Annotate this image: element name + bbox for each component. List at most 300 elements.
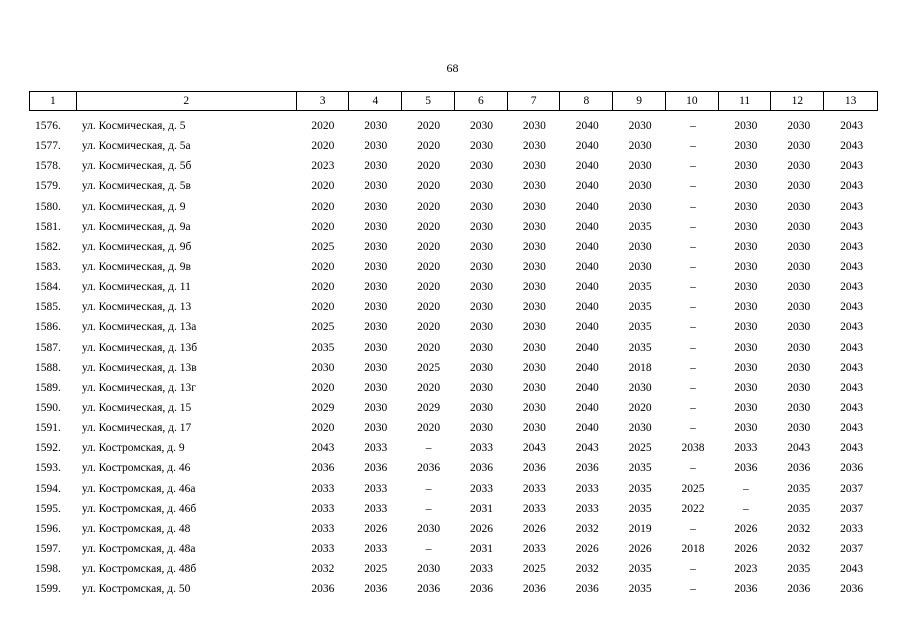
- year-cell: 2033: [364, 502, 388, 515]
- year-cell: 2035: [628, 502, 652, 515]
- row-number: 1582.: [35, 240, 61, 253]
- year-cell: 2019: [628, 522, 652, 535]
- year-cell: 2030: [787, 240, 811, 253]
- table-row: [29, 519, 878, 539]
- column-header-1: 1: [30, 92, 77, 110]
- address-cell: ул. Космическая, д. 13б: [81, 341, 198, 354]
- year-cell: 2030: [364, 341, 388, 354]
- year-cell: 2040: [575, 301, 599, 314]
- year-cell: 2037: [840, 543, 864, 556]
- column-header-13: 13: [844, 95, 857, 107]
- year-cell: 2030: [522, 381, 546, 394]
- year-cell: 2026: [469, 522, 493, 535]
- year-cell: –: [690, 281, 696, 294]
- year-cell: 2033: [469, 482, 493, 495]
- year-cell: 2030: [787, 160, 811, 173]
- year-cell: 2031: [469, 502, 493, 515]
- address-cell: ул. Космическая, д. 5б: [81, 160, 192, 173]
- year-cell: 2030: [522, 341, 546, 354]
- year-cell: 2030: [734, 361, 758, 374]
- year-cell: 2043: [575, 442, 599, 455]
- year-cell: 2030: [469, 381, 493, 394]
- table-row: [29, 398, 878, 418]
- year-cell: 2030: [734, 261, 758, 274]
- row-number: 1581.: [35, 220, 61, 233]
- year-cell: 2043: [840, 563, 864, 576]
- year-cell: 2043: [522, 442, 546, 455]
- table-row: [29, 257, 878, 277]
- year-cell: 2030: [628, 160, 652, 173]
- year-cell: 2030: [522, 160, 546, 173]
- year-cell: 2035: [787, 502, 811, 515]
- year-cell: 2030: [364, 240, 388, 253]
- table-row: [29, 559, 878, 579]
- year-cell: 2040: [575, 381, 599, 394]
- year-cell: 2030: [364, 200, 388, 213]
- year-cell: 2026: [364, 522, 388, 535]
- column-header-11: 11: [719, 92, 772, 110]
- year-cell: 2043: [787, 442, 811, 455]
- year-cell: 2020: [311, 381, 335, 394]
- row-number: 1591.: [35, 422, 61, 435]
- year-cell: 2030: [787, 220, 811, 233]
- year-cell: 2030: [311, 361, 335, 374]
- year-cell: 2036: [787, 583, 811, 596]
- year-cell: 2040: [575, 140, 599, 153]
- year-cell: 2033: [311, 543, 335, 556]
- year-cell: 2030: [787, 321, 811, 334]
- year-cell: –: [690, 321, 696, 334]
- year-cell: 2035: [311, 341, 335, 354]
- year-cell: 2040: [575, 240, 599, 253]
- address-cell: ул. Космическая, д. 9б: [81, 240, 192, 253]
- year-cell: –: [690, 361, 696, 374]
- year-cell: 2020: [311, 220, 335, 233]
- table-row: [29, 338, 878, 358]
- year-cell: 2018: [628, 361, 652, 374]
- year-cell: 2029: [311, 402, 335, 415]
- year-cell: 2030: [628, 422, 652, 435]
- year-cell: 2033: [522, 502, 546, 515]
- year-cell: 2030: [628, 200, 652, 213]
- year-cell: 2033: [364, 482, 388, 495]
- year-cell: 2030: [522, 422, 546, 435]
- year-cell: 2033: [469, 563, 493, 576]
- table-row: [29, 297, 878, 317]
- year-cell: 2030: [522, 140, 546, 153]
- year-cell: 2029: [417, 402, 441, 415]
- table-row: [29, 116, 878, 136]
- year-cell: 2020: [417, 301, 441, 314]
- address-cell: ул. Костромская, д. 9: [81, 442, 185, 455]
- year-cell: –: [690, 140, 696, 153]
- year-cell: –: [690, 240, 696, 253]
- year-cell: 2036: [840, 583, 864, 596]
- year-cell: 2036: [469, 462, 493, 475]
- year-cell: –: [690, 120, 696, 133]
- year-cell: 2030: [734, 422, 758, 435]
- address-cell: ул. Космическая, д. 13: [81, 301, 192, 314]
- year-cell: 2030: [364, 120, 388, 133]
- year-cell: 2030: [522, 220, 546, 233]
- year-cell: –: [742, 482, 749, 495]
- year-cell: 2035: [628, 301, 652, 314]
- year-cell: 2026: [575, 543, 599, 556]
- year-cell: –: [690, 301, 696, 314]
- year-cell: 2026: [734, 522, 758, 535]
- table-row: [29, 499, 878, 519]
- year-cell: 2030: [522, 240, 546, 253]
- year-cell: 2036: [575, 583, 599, 596]
- year-cell: 2043: [840, 442, 864, 455]
- year-cell: 2030: [469, 200, 493, 213]
- column-header-12: 12: [771, 92, 824, 110]
- year-cell: 2030: [364, 381, 388, 394]
- year-cell: 2026: [734, 543, 758, 556]
- year-cell: 2040: [575, 281, 599, 294]
- column-header-5: 5: [402, 92, 455, 110]
- year-cell: 2030: [787, 140, 811, 153]
- year-cell: 2030: [364, 422, 388, 435]
- year-cell: 2033: [311, 482, 335, 495]
- year-cell: 2040: [575, 341, 599, 354]
- year-cell: 2035: [628, 482, 652, 495]
- year-cell: 2030: [734, 220, 758, 233]
- year-cell: 2036: [840, 462, 864, 475]
- address-cell: ул. Костромская, д. 48б: [81, 563, 197, 576]
- year-cell: 2030: [469, 281, 493, 294]
- year-cell: 2030: [787, 261, 811, 274]
- year-cell: 2040: [575, 180, 599, 193]
- year-cell: –: [690, 160, 696, 173]
- year-cell: 2020: [417, 140, 441, 153]
- year-cell: 2032: [575, 563, 599, 576]
- year-cell: 2030: [469, 361, 493, 374]
- row-number: 1599.: [35, 583, 61, 596]
- year-cell: 2033: [522, 543, 546, 556]
- year-cell: 2030: [734, 381, 758, 394]
- year-cell: –: [425, 543, 432, 556]
- year-cell: –: [690, 422, 696, 435]
- year-cell: 2030: [628, 140, 652, 153]
- year-cell: 2030: [787, 422, 811, 435]
- year-cell: 2035: [628, 321, 652, 334]
- row-number: 1595.: [35, 502, 61, 515]
- year-cell: –: [690, 341, 696, 354]
- year-cell: –: [690, 200, 696, 213]
- address-cell: ул. Костромская, д. 48: [81, 522, 191, 535]
- table-row: [29, 358, 878, 378]
- year-cell: 2036: [522, 583, 546, 596]
- row-number: 1585.: [35, 301, 61, 314]
- row-number: 1597.: [35, 543, 61, 556]
- year-cell: 2020: [417, 220, 441, 233]
- year-cell: 2030: [787, 120, 811, 133]
- year-cell: 2040: [575, 361, 599, 374]
- year-cell: 2036: [311, 462, 335, 475]
- year-cell: 2030: [417, 522, 441, 535]
- year-cell: 2035: [628, 281, 652, 294]
- year-cell: 2030: [734, 281, 758, 294]
- year-cell: 2043: [840, 402, 864, 415]
- address-cell: ул. Космическая, д. 9: [81, 200, 186, 213]
- year-cell: 2030: [734, 301, 758, 314]
- year-cell: 2043: [840, 240, 864, 253]
- year-cell: 2030: [522, 361, 546, 374]
- year-cell: –: [425, 482, 432, 495]
- table-body: [29, 116, 878, 599]
- year-cell: 2030: [364, 361, 388, 374]
- year-cell: 2025: [681, 482, 705, 495]
- column-header-2: 2: [77, 92, 297, 110]
- year-cell: 2033: [364, 442, 388, 455]
- row-number: 1579.: [35, 180, 61, 193]
- year-cell: 2020: [417, 261, 441, 274]
- year-cell: 2020: [417, 160, 441, 173]
- year-cell: 2030: [522, 281, 546, 294]
- address-cell: ул. Космическая, д. 13в: [81, 361, 197, 374]
- table-row: [29, 176, 878, 196]
- year-cell: 2030: [787, 180, 811, 193]
- row-number: 1592.: [35, 442, 61, 455]
- year-cell: 2043: [840, 381, 864, 394]
- year-cell: 2035: [628, 583, 652, 596]
- table-row: [29, 237, 878, 257]
- year-cell: 2030: [417, 563, 441, 576]
- column-header-7: 7: [508, 92, 561, 110]
- row-number: 1594.: [35, 482, 61, 495]
- table-row: [29, 136, 878, 156]
- year-cell: 2020: [417, 381, 441, 394]
- year-cell: 2030: [628, 120, 652, 133]
- year-cell: 2033: [575, 482, 599, 495]
- year-cell: 2030: [469, 140, 493, 153]
- year-cell: 2036: [364, 462, 388, 475]
- row-number: 1587.: [35, 341, 61, 354]
- year-cell: 2020: [311, 180, 335, 193]
- year-cell: 2026: [522, 522, 546, 535]
- year-cell: 2043: [840, 220, 864, 233]
- year-cell: –: [690, 583, 696, 596]
- row-number: 1577.: [35, 140, 61, 153]
- year-cell: 2030: [734, 402, 758, 415]
- year-cell: 2033: [469, 442, 493, 455]
- year-cell: 2033: [522, 482, 546, 495]
- year-cell: 2037: [840, 482, 864, 495]
- year-cell: –: [690, 563, 696, 576]
- year-cell: 2030: [469, 180, 493, 193]
- table-row: [29, 458, 878, 478]
- row-number: 1586.: [35, 321, 61, 334]
- year-cell: 2020: [311, 120, 335, 133]
- year-cell: 2020: [417, 200, 441, 213]
- year-cell: 2025: [628, 442, 652, 455]
- year-cell: –: [425, 442, 432, 455]
- year-cell: 2030: [787, 381, 811, 394]
- table-row: [29, 438, 878, 458]
- year-cell: –: [690, 261, 696, 274]
- year-cell: 2043: [840, 361, 864, 374]
- year-cell: 2043: [840, 321, 864, 334]
- year-cell: 2030: [469, 160, 493, 173]
- table-header-row: [29, 91, 878, 111]
- year-cell: 2043: [840, 120, 864, 133]
- address-cell: ул. Костромская, д. 46: [81, 462, 191, 475]
- year-cell: –: [690, 402, 696, 415]
- year-cell: 2043: [840, 261, 864, 274]
- year-cell: 2020: [311, 261, 335, 274]
- row-number: 1583.: [35, 261, 61, 274]
- column-header-4: 4: [349, 92, 402, 110]
- year-cell: 2030: [364, 301, 388, 314]
- address-cell: ул. Космическая, д. 5а: [81, 140, 191, 153]
- row-number: 1584.: [35, 281, 61, 294]
- table-row: [29, 277, 878, 297]
- year-cell: 2036: [417, 462, 441, 475]
- address-cell: ул. Костромская, д. 46б: [81, 502, 197, 515]
- year-cell: 2037: [840, 502, 864, 515]
- year-cell: 2020: [417, 321, 441, 334]
- address-cell: ул. Космическая, д. 15: [81, 402, 192, 415]
- year-cell: 2035: [628, 341, 652, 354]
- year-cell: 2030: [364, 281, 388, 294]
- year-cell: 2020: [417, 180, 441, 193]
- year-cell: 2036: [734, 462, 758, 475]
- year-cell: 2023: [311, 160, 335, 173]
- year-cell: 2030: [787, 281, 811, 294]
- year-cell: 2030: [734, 180, 758, 193]
- table-row: [29, 579, 878, 599]
- year-cell: 2031: [469, 543, 493, 556]
- column-header-8: 8: [560, 92, 613, 110]
- year-cell: 2040: [575, 200, 599, 213]
- year-cell: 2040: [575, 120, 599, 133]
- year-cell: 2036: [417, 583, 441, 596]
- year-cell: 2030: [522, 321, 546, 334]
- year-cell: 2043: [840, 200, 864, 213]
- year-cell: 2030: [364, 321, 388, 334]
- address-cell: ул. Космическая, д. 9в: [81, 261, 191, 274]
- year-cell: 2030: [787, 341, 811, 354]
- table-row: [29, 418, 878, 438]
- year-cell: 2035: [628, 220, 652, 233]
- year-cell: 2035: [787, 563, 811, 576]
- table-row: [29, 539, 878, 559]
- year-cell: 2032: [575, 522, 599, 535]
- year-cell: –: [690, 220, 696, 233]
- year-cell: 2035: [787, 482, 811, 495]
- year-cell: 2032: [787, 543, 811, 556]
- year-cell: 2030: [734, 200, 758, 213]
- year-cell: 2033: [311, 502, 335, 515]
- year-cell: 2025: [311, 240, 335, 253]
- address-cell: ул. Космическая, д. 5в: [81, 180, 191, 193]
- year-cell: 2022: [681, 502, 705, 515]
- column-header-6: 6: [455, 92, 508, 110]
- year-cell: –: [690, 381, 696, 394]
- year-cell: 2030: [734, 240, 758, 253]
- year-cell: 2030: [522, 180, 546, 193]
- year-cell: 2035: [628, 563, 652, 576]
- year-cell: 2020: [628, 402, 652, 415]
- year-cell: 2036: [734, 583, 758, 596]
- year-cell: 2030: [628, 261, 652, 274]
- row-number: 1580.: [35, 200, 61, 213]
- year-cell: 2030: [628, 180, 652, 193]
- year-cell: 2025: [417, 361, 441, 374]
- year-cell: 2025: [311, 321, 335, 334]
- year-cell: 2020: [417, 281, 441, 294]
- year-cell: 2030: [522, 402, 546, 415]
- year-cell: 2018: [681, 543, 705, 556]
- table-row: [29, 197, 878, 217]
- year-cell: 2040: [575, 422, 599, 435]
- year-cell: 2030: [787, 301, 811, 314]
- year-cell: 2032: [311, 563, 335, 576]
- year-cell: 2030: [469, 240, 493, 253]
- year-cell: 2036: [575, 462, 599, 475]
- year-cell: 2020: [311, 301, 335, 314]
- year-cell: 2033: [311, 522, 335, 535]
- year-cell: 2043: [840, 180, 864, 193]
- column-header-3: 3: [297, 92, 350, 110]
- year-cell: 2020: [417, 422, 441, 435]
- row-number: 1590.: [35, 402, 61, 415]
- year-cell: 2030: [787, 361, 811, 374]
- page-number: 68: [446, 61, 459, 75]
- year-cell: 2030: [469, 341, 493, 354]
- year-cell: 2043: [840, 422, 864, 435]
- row-number: 1576.: [35, 120, 61, 133]
- year-cell: 2020: [311, 140, 335, 153]
- year-cell: 2033: [364, 543, 388, 556]
- year-cell: 2020: [417, 240, 441, 253]
- year-cell: 2038: [681, 442, 705, 455]
- year-cell: 2030: [364, 402, 388, 415]
- column-header-9: 9: [613, 92, 666, 110]
- year-cell: 2030: [522, 120, 546, 133]
- year-cell: 2030: [469, 301, 493, 314]
- row-number: 1578.: [35, 160, 61, 173]
- year-cell: 2030: [469, 422, 493, 435]
- year-cell: 2026: [628, 543, 652, 556]
- year-cell: 2036: [522, 462, 546, 475]
- table-row: [29, 378, 878, 398]
- year-cell: 2030: [787, 402, 811, 415]
- year-cell: 2030: [522, 261, 546, 274]
- year-cell: 2030: [469, 321, 493, 334]
- year-cell: 2043: [840, 281, 864, 294]
- year-cell: 2036: [787, 462, 811, 475]
- year-cell: 2030: [734, 160, 758, 173]
- year-cell: 2040: [575, 402, 599, 415]
- year-cell: 2030: [628, 240, 652, 253]
- row-number: 1589.: [35, 381, 61, 394]
- year-cell: 2030: [787, 200, 811, 213]
- year-cell: 2030: [522, 200, 546, 213]
- year-cell: –: [690, 180, 696, 193]
- year-cell: 2035: [628, 462, 652, 475]
- row-number: 1596.: [35, 522, 61, 535]
- year-cell: 2043: [311, 442, 335, 455]
- address-cell: ул. Костромская, д. 46а: [81, 482, 196, 495]
- year-cell: 2043: [840, 341, 864, 354]
- year-cell: –: [742, 502, 749, 515]
- year-cell: 2020: [311, 281, 335, 294]
- year-cell: 2020: [417, 341, 441, 354]
- table-row: [29, 156, 878, 176]
- year-cell: 2030: [734, 140, 758, 153]
